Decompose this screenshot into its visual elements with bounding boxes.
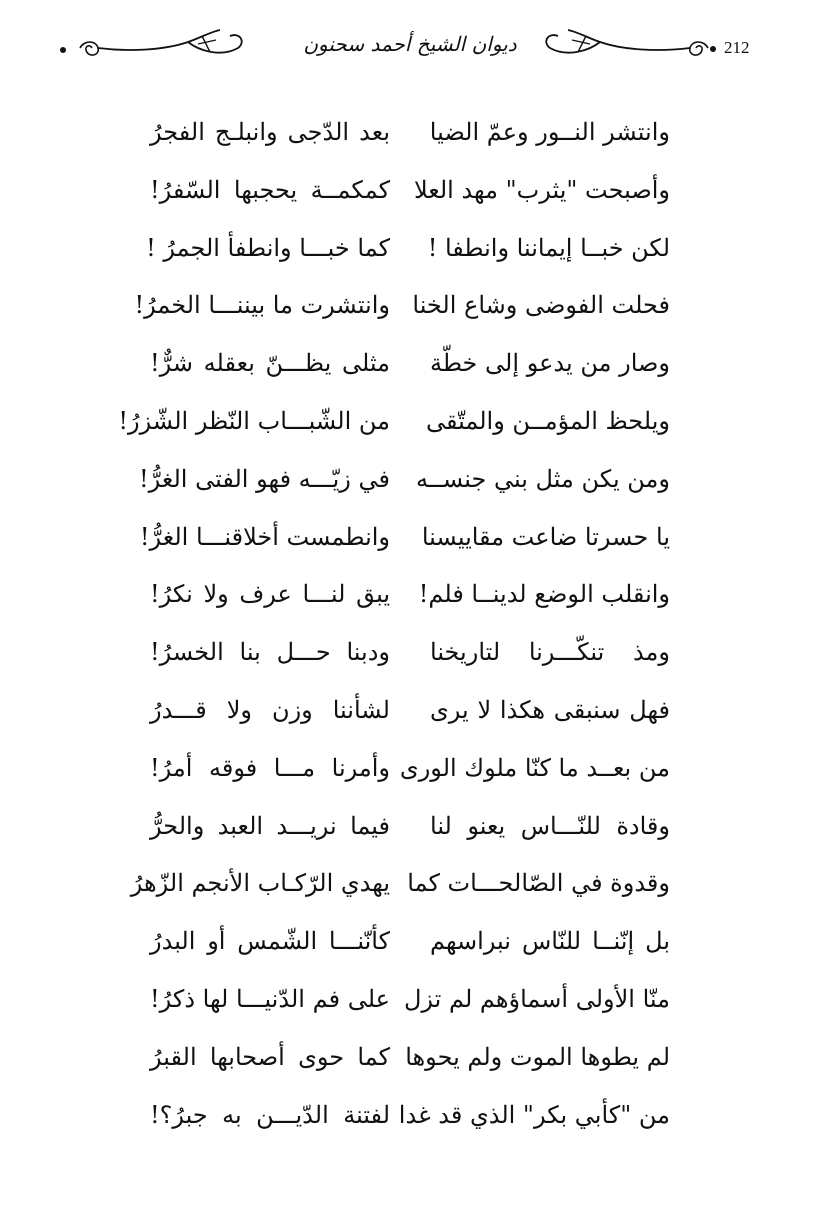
page-header (0, 0, 822, 100)
verse-row (0, 624, 822, 682)
verse-row (0, 335, 822, 393)
second-hemistich: كأنّنـــا الشّمس أو البدرُ (150, 927, 390, 956)
verse-row (0, 277, 822, 335)
ornament-dot-right (710, 46, 716, 52)
second-hemistich: مثلى يظـــنّ بعقله شرٌّ! (150, 349, 390, 378)
first-hemistich: وأصبحت "يثرب" مهد العلا (413, 175, 670, 204)
first-hemistich: لكن خبــا إيماننا وانطفا ! (427, 233, 670, 262)
second-hemistich: لفتنة الدّيـــن به جبرُ؟! (150, 1100, 390, 1129)
first-hemistich: منّا الأولى أسماؤهم لم تزل (403, 984, 670, 1013)
first-hemistich: ومذ تنكّـــرنا لتاريخنا (430, 638, 670, 667)
verse-row (0, 798, 822, 856)
first-hemistich: بل إنّنــا للنّاس نبراسهم (430, 927, 670, 956)
first-hemistich: ويلحظ المؤمــن والمتّقى (425, 406, 670, 435)
verse-row (0, 971, 822, 1029)
first-hemistich: وقادة للنّـــاس يعنو لنا (430, 811, 670, 840)
first-hemistich: وقدوة في الصّالحـــات كما (407, 869, 670, 898)
first-hemistich: من بعــد ما كنّا ملوك الورى (399, 753, 670, 782)
verse-row (0, 855, 822, 913)
poem-body (0, 104, 822, 1144)
second-hemistich: لشأننا وزن ولا قـــدرُ (150, 695, 390, 724)
verse-row (0, 509, 822, 567)
verse-row (0, 162, 822, 220)
verse-row (0, 740, 822, 798)
second-hemistich: وانطمست أخلاقنـــا الغرُّ! (139, 522, 390, 551)
second-hemistich: وانتشرت ما بيننـــا الخمرُ! (134, 291, 390, 320)
verse-row (0, 220, 822, 278)
first-hemistich: ومن يكن مثل بني جنســه (415, 464, 670, 493)
verse-row (0, 451, 822, 509)
verse-row (0, 682, 822, 740)
second-hemistich: على فم الدّنيـــا لها ذكرُ! (150, 984, 390, 1013)
flourish-left-ornament (70, 22, 250, 72)
flourish-right-ornament (538, 22, 718, 72)
first-hemistich: وانتشر النــور وعمّ الضيا (429, 118, 670, 146)
verse-row (0, 393, 822, 451)
second-hemistich: ودبنا حـــل بنا الخسرُ! (150, 638, 390, 667)
first-hemistich: من "كأبي بكر" الذي قد غدا (398, 1100, 670, 1129)
second-hemistich: في زيّـــه فهو الفتى الغرُّ! (139, 464, 390, 493)
first-hemistich: فهل سنبقى هكذا لا يرى (430, 695, 670, 724)
ornament-dot-left (60, 47, 66, 53)
first-hemistich: فحلت الفوضى وشاع الخنا (412, 291, 670, 320)
page-number: 212 (724, 38, 750, 57)
verse-row (0, 1029, 822, 1087)
second-hemistich: يهدي الرّكـاب الأنجم الزّهرُ (130, 869, 390, 898)
second-hemistich: كما خبـــا وانطفأ الجمرُ ! (146, 233, 390, 262)
first-hemistich: وصار من يدعو إلى خطّة (430, 349, 670, 378)
verse-row (0, 913, 822, 971)
verse-row (0, 104, 822, 162)
second-hemistich: من الشّبـــاب النّظر الشّزرُ! (118, 406, 390, 435)
second-hemistich: كما حوى أصحابها القبرُ (150, 1042, 390, 1071)
second-hemistich: كمكمــة يحجبها السّفرُ! (150, 175, 390, 204)
second-hemistich: بعد الدّجى وانبلـج الفجرُ (150, 118, 390, 146)
verse-row (0, 1087, 822, 1145)
running-title: ديوان الشيخ أحمد سحنون (303, 32, 517, 56)
first-hemistich: لم يطوها الموت ولم يحوها (405, 1042, 670, 1071)
first-hemistich: وانقلب الوضع لدينــا فلم! (418, 580, 670, 609)
second-hemistich: يبق لنـــا عرف ولا نكرُ! (150, 580, 390, 609)
verse-row (0, 566, 822, 624)
second-hemistich: وأمرنا مـــا فوقه أمرُ! (150, 753, 390, 782)
first-hemistich: يا حسرتا ضاعت مقاييسنا (421, 522, 670, 551)
second-hemistich: فيما نريـــد العبد والحرُّ (150, 811, 390, 840)
